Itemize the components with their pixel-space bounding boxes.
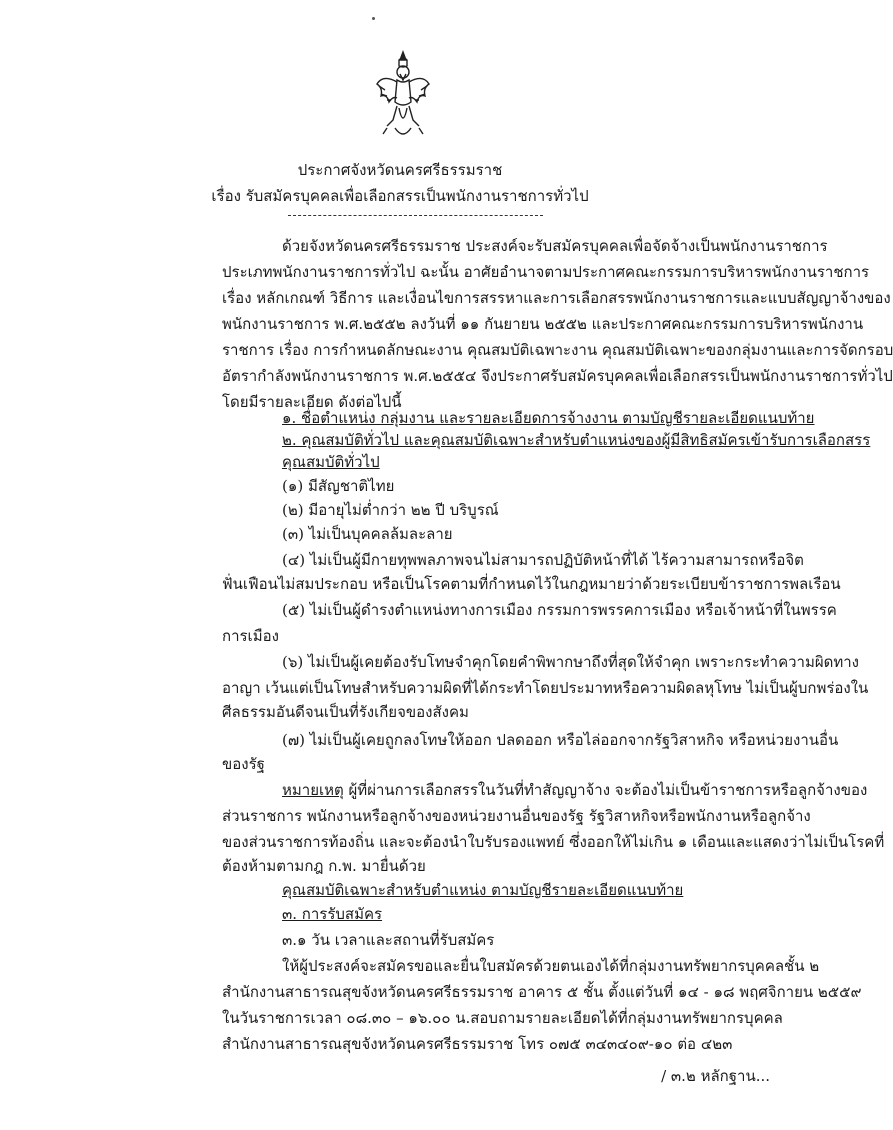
qualification-7-line-2: ของรัฐ <box>222 755 265 773</box>
section-2-heading: ๒. คุณสมบัติทั่วไป และคุณสมบัติเฉพาะสำหรับตำแหน่งของผู้มีสิทธิสมัครเข้ารับการเลือกสรร <box>282 431 871 449</box>
intro-line-7: โดยมีรายละเอียด ดังต่อไปนี้ <box>222 393 402 411</box>
qualification-6-line-3: ศีลธรรมอันดีจนเป็นที่รังเกียจของสังคม <box>222 703 469 721</box>
intro-line-1: ด้วยจังหวัดนครศรีธรรมราช ประสงค์จะรับสมัครบุคคลเพื่อจัดจ้างเป็นพนักงานราชการ <box>282 237 828 255</box>
announcement-title: ประกาศจังหวัดนครศรีธรรมราช <box>297 161 503 179</box>
intro-line-4: พนักงานราชการ พ.ศ.๒๕๕๒ ลงวันที่ ๑๑ กันยายน ๒๕๕๒ และประกาศคณะกรรมการบริหารพนักงาน <box>222 315 864 333</box>
section-1-heading: ๑. ชื่อตำแหน่ง กลุ่มงาน และรายละเอียดการจ้างงาน ตามบัญชีรายละเอียดแนบท้าย <box>282 409 815 427</box>
note-line-2: ส่วนราชการ พนักงานหรือลูกจ้างของหน่วยงานอื่นของรัฐ รัฐวิสาหกิจหรือพนักงานหรือลูกจ้าง <box>222 807 811 825</box>
qualification-4-line-2: ฟั่นเฟือนไม่สมประกอบ หรือเป็นโรคตามที่กำหนดไว้ในกฎหมายว่าด้วยระเบียบข้าราชการพลเรือน <box>222 575 841 593</box>
garuda-emblem <box>373 50 433 142</box>
intro-line-3: เรื่อง หลักเกณฑ์ วิธีการ และเงื่อนไขการสรรหาและการเลือกสรรพนักงานราชการและแบบสัญญาจ้างของ <box>222 289 891 307</box>
note-text-1: ผู้ที่ผ่านการเลือกสรรในวันที่ทำสัญญาจ้าง จะต้องไม่เป็นข้าราชการหรือลูกจ้างของ <box>343 781 868 799</box>
qualification-1: (๑) มีสัญชาติไทย <box>282 477 395 495</box>
section-3-1-heading: ๓.๑ วัน เวลาและสถานที่รับสมัคร <box>282 931 495 949</box>
qualification-7-line-1: (๗) ไม่เป็นผู้เคยถูกลงโทษให้ออก ปลดออก หรือไล่ออกจากรัฐวิสาหกิจ หรือหน่วยงานอื่น <box>282 731 839 749</box>
note-line-4: ต้องห้ามตามกฎ ก.พ. มายื่นด้วย <box>222 857 426 875</box>
intro-line-2: ประเภทพนักงานราชการทั่วไป ฉะนั้น อาศัยอำนาจตามประกาศคณะกรรมการบริหารพนักงานราชการ <box>222 263 870 281</box>
note-label: หมายเหตุ <box>282 781 344 799</box>
note-line-3: ของส่วนราชการท้องถิ่น และจะต้องนำใบรับรองแพทย์ ซึ่งออกให้ไม่เกิน ๑ เดือนและแสดงว่าไม่เป็นโรคที่ <box>222 833 885 851</box>
apply-line-3: ในวันราชการเวลา ๐๘.๓๐ – ๑๖.๐๐ น.สอบถามรายละเอียดได้ที่กลุ่มงานทรัพยากรบุคคล <box>222 1009 783 1027</box>
apply-line-2: สำนักงานสาธารณสุขจังหวัดนครศรีธรรมราช อาคาร ๕ ชั้น ตั้งแต่วันที่ ๑๔ - ๑๘ พฤศจิกายน ๒๕๕๙ <box>222 983 862 1001</box>
qualification-3: (๓) ไม่เป็นบุคคลล้มละลาย <box>282 525 453 543</box>
specific-qualifications-heading: คุณสมบัติเฉพาะสำหรับตำแหน่ง ตามบัญชีรายละเอียดแนบท้าย <box>282 881 684 899</box>
qualification-6-line-2: อาญา เว้นแต่เป็นโทษสำหรับความผิดที่ได้กระทำโดยประมาทหรือความผิดลหุโทษ ไม่เป็นผู้บกพร่องใน <box>222 679 869 697</box>
intro-line-5: ราชการ เรื่อง การกำหนดลักษณะงาน คุณสมบัติเฉพาะงาน คุณสมบัติเฉพาะของกลุ่มงานและการจัดกรอบ <box>222 341 893 359</box>
announcement-subject: เรื่อง รับสมัครบุคคลเพื่อเลือกสรรเป็นพนักงานราชการทั่วไป <box>211 187 589 205</box>
qualification-2: (๒) มีอายุไม่ต่ำกว่า ๒๒ ปี บริบูรณ์ <box>282 501 499 519</box>
qualification-5-line-2: การเมือง <box>222 627 279 645</box>
general-qualifications-heading: คุณสมบัติทั่วไป <box>282 453 380 471</box>
qualification-4-line-1: (๔) ไม่เป็นผู้มีกายทุพพลภาพจนไม่สามารถปฏิบัติหน้าที่ได้ ไร้ความสามารถหรือจิต <box>282 551 804 569</box>
section-3-heading: ๓. การรับสมัคร <box>282 905 383 923</box>
separator-line <box>288 215 543 216</box>
note-line-1 <box>282 780 868 800</box>
apply-line-4: สำนักงานสาธารณสุขจังหวัดนครศรีธรรมราช โทร ๐๗๕ ๓๔๓๔๐๙-๑๐ ต่อ ๔๒๓ <box>222 1035 733 1053</box>
continued-marker: / ๓.๒ หลักฐาน... <box>661 1067 770 1085</box>
qualification-5-line-1: (๕) ไม่เป็นผู้ดำรงตำแหน่งทางการเมือง กรรมการพรรคการเมือง หรือเจ้าหน้าที่ในพรรค <box>282 601 837 619</box>
speck <box>372 17 375 20</box>
intro-line-6: อัตรากำลังพนักงานราชการ พ.ศ.๒๕๕๔ จึงประกาศรับสมัครบุคคลเพื่อเลือกสรรเป็นพนักงานราชการทั่วไป <box>222 367 893 385</box>
apply-line-1: ให้ผู้ประสงค์จะสมัครขอและยื่นใบสมัครด้วยตนเองได้ที่กลุ่มงานทรัพยากรบุคคลชั้น ๒ <box>282 957 820 975</box>
qualification-6-line-1: (๖) ไม่เป็นผู้เคยต้องรับโทษจำคุกโดยคำพิพากษาถึงที่สุดให้จำคุก เพราะกระทำความผิดทาง <box>282 653 860 671</box>
